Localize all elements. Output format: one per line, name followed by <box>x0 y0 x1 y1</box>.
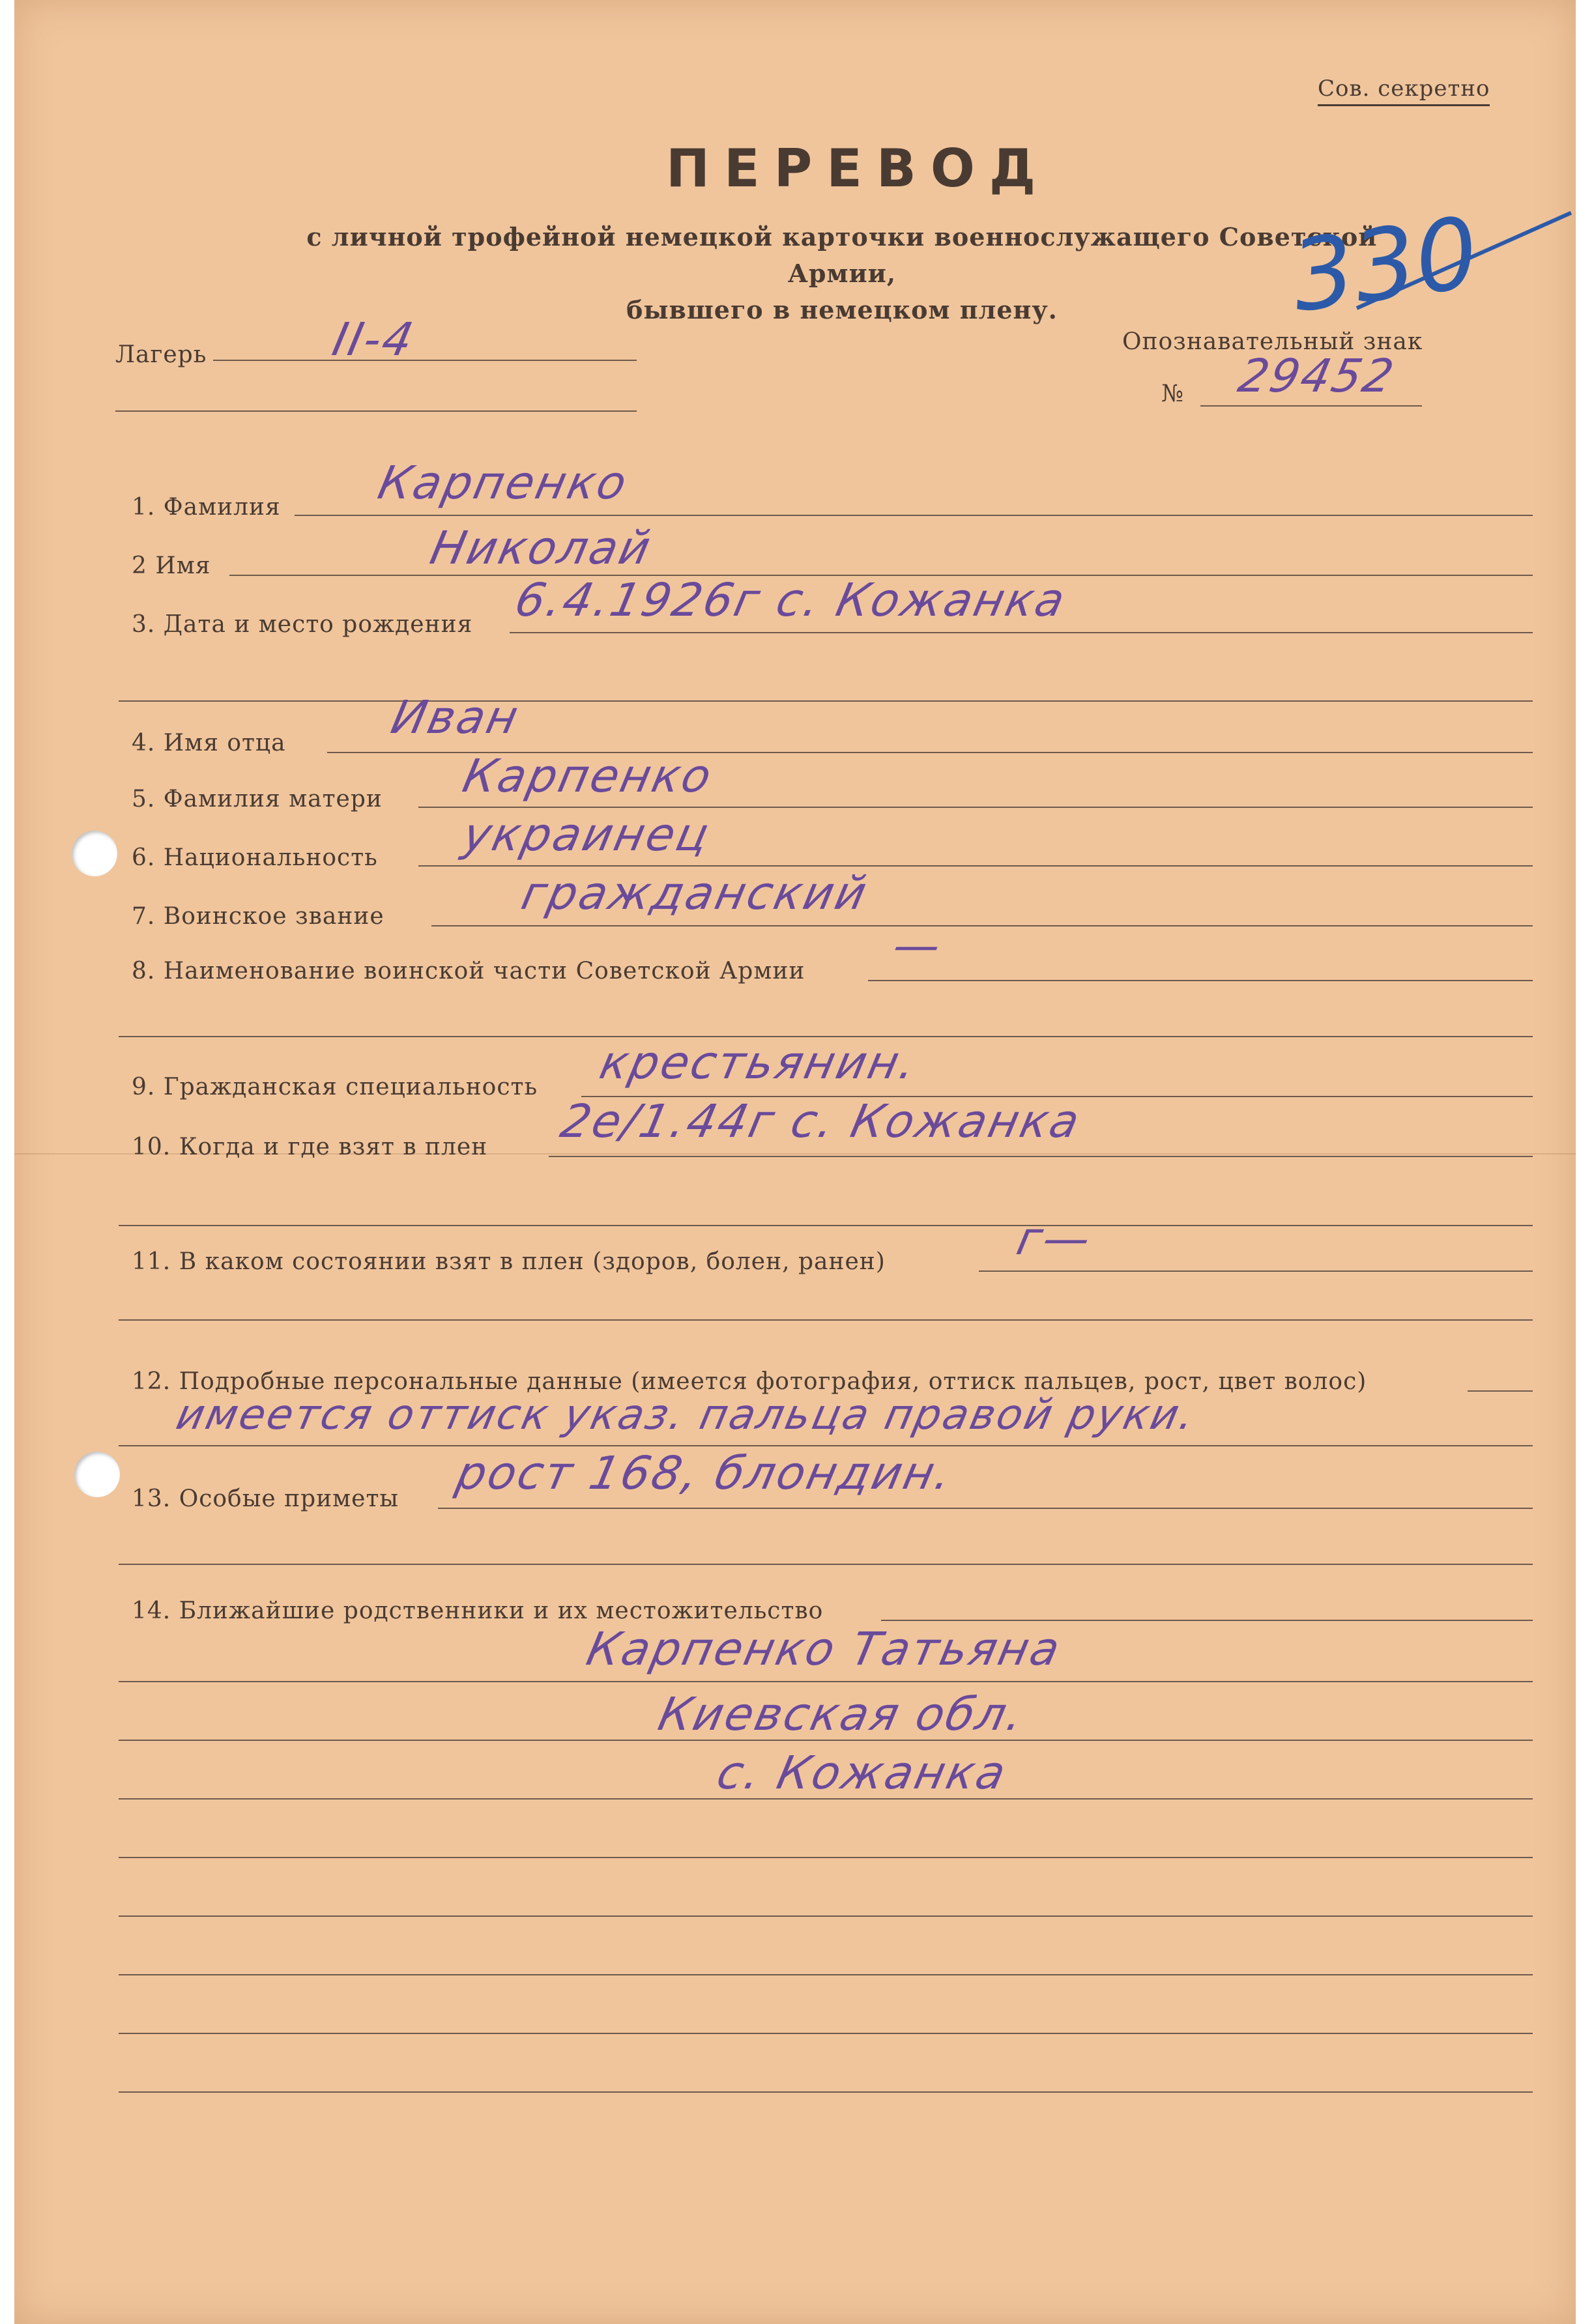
punch-hole <box>72 831 117 876</box>
rule-line <box>881 1620 1533 1621</box>
subtitle-line: бывшего в немецком плену. <box>626 295 1058 324</box>
field-value-name: Николай <box>426 521 658 575</box>
field-value-profession: крестьянин. <box>595 1036 923 1089</box>
field-label-father: 4. Имя отца <box>132 730 286 756</box>
field-label-surname: 1. Фамилия <box>132 494 281 521</box>
relatives-line-3: с. Кожанка <box>712 1746 1013 1800</box>
relatives-line-1: Карпенко Татьяна <box>582 1622 1067 1676</box>
page-subtitle <box>249 219 1435 328</box>
field-label-personal-data: 12. Подробные персональные данные (имеется фотография, оттиск пальцев, рост, цвет волос) <box>132 1368 1367 1395</box>
rule-line <box>119 2033 1533 2034</box>
camp-value: II-4 <box>328 313 420 366</box>
field-label-unit: 8. Наименование воинской части Советской Армии <box>132 958 805 984</box>
field-label-birth: 3. Дата и место рождения <box>132 611 473 638</box>
rule-line <box>119 700 1533 702</box>
rule-line <box>119 1319 1533 1321</box>
rule-line <box>868 980 1533 981</box>
field-label-marks: 13. Особые приметы <box>132 1485 399 1512</box>
rule-line <box>549 1156 1533 1157</box>
classification-stamp: Сов. секретно <box>1318 76 1490 106</box>
field-value-unit: — <box>888 919 948 972</box>
rule-line <box>119 1681 1533 1682</box>
rule-line <box>438 1508 1533 1509</box>
rule-line <box>1200 405 1422 407</box>
field-label-nationality: 6. Национальность <box>132 844 378 871</box>
rule-line <box>119 1564 1533 1565</box>
page-title: ПЕРЕВОД <box>666 138 1051 199</box>
rule-line <box>119 1915 1533 1917</box>
field-value-birth: 6.4.1926г с. Кожанка <box>510 573 1071 627</box>
ident-label: Опознавательный знак <box>1122 328 1423 355</box>
ident-value: 29452 <box>1234 349 1400 403</box>
rule-line <box>510 632 1533 633</box>
field-label-captured: 10. Когда и где взят в плен <box>132 1134 488 1160</box>
field-value-condition: г— <box>1012 1212 1097 1265</box>
rule-line <box>431 925 1533 926</box>
field-value-captured: 2е/1.44г с. Кожанка <box>556 1095 1086 1148</box>
handwritten-number: 330 <box>1284 195 1486 335</box>
rule-line <box>119 1857 1533 1858</box>
ident-no-label: № <box>1161 380 1185 407</box>
rule-line <box>1468 1390 1533 1392</box>
field-label-condition: 11. В каком состоянии взят в плен (здоров, болен, ранен) <box>132 1248 886 1275</box>
field-label-mother: 5. Фамилия матери <box>132 786 383 812</box>
rule-line <box>295 515 1533 516</box>
rule-line <box>119 1974 1533 1975</box>
subtitle-line: с личной трофейной немецкой карточки военнослужащего Советской Армии, <box>306 222 1378 288</box>
rule-line <box>115 410 637 412</box>
rule-line <box>979 1270 1533 1272</box>
field-value-nationality: украинец <box>458 808 716 861</box>
field-label-name: 2 Имя <box>132 552 211 579</box>
punch-hole <box>74 1452 120 1497</box>
rule-line <box>119 2091 1533 2093</box>
field-label-profession: 9. Гражданская специальность <box>132 1074 538 1100</box>
field-value-rank: гражданский <box>517 867 873 920</box>
rule-line <box>213 360 637 361</box>
field-label-rank: 7. Воинское звание <box>132 903 384 930</box>
field-value-marks: рост 168, блондин. <box>452 1446 959 1500</box>
field-value-surname: Карпенко <box>373 456 633 509</box>
field-value-mother: Карпенко <box>458 749 718 803</box>
field-value-personal-data: имеется оттиск указ. пальца правой руки. <box>172 1391 1201 1439</box>
camp-label: Лагерь <box>115 341 207 368</box>
rule-line <box>119 1225 1533 1226</box>
field-value-father: Иван <box>386 691 525 744</box>
field-label-relatives: 14. Ближайшие родственники и их местожительство <box>132 1598 824 1624</box>
relatives-line-2: Киевская обл. <box>654 1687 1030 1741</box>
document-sheet <box>14 0 1576 2324</box>
